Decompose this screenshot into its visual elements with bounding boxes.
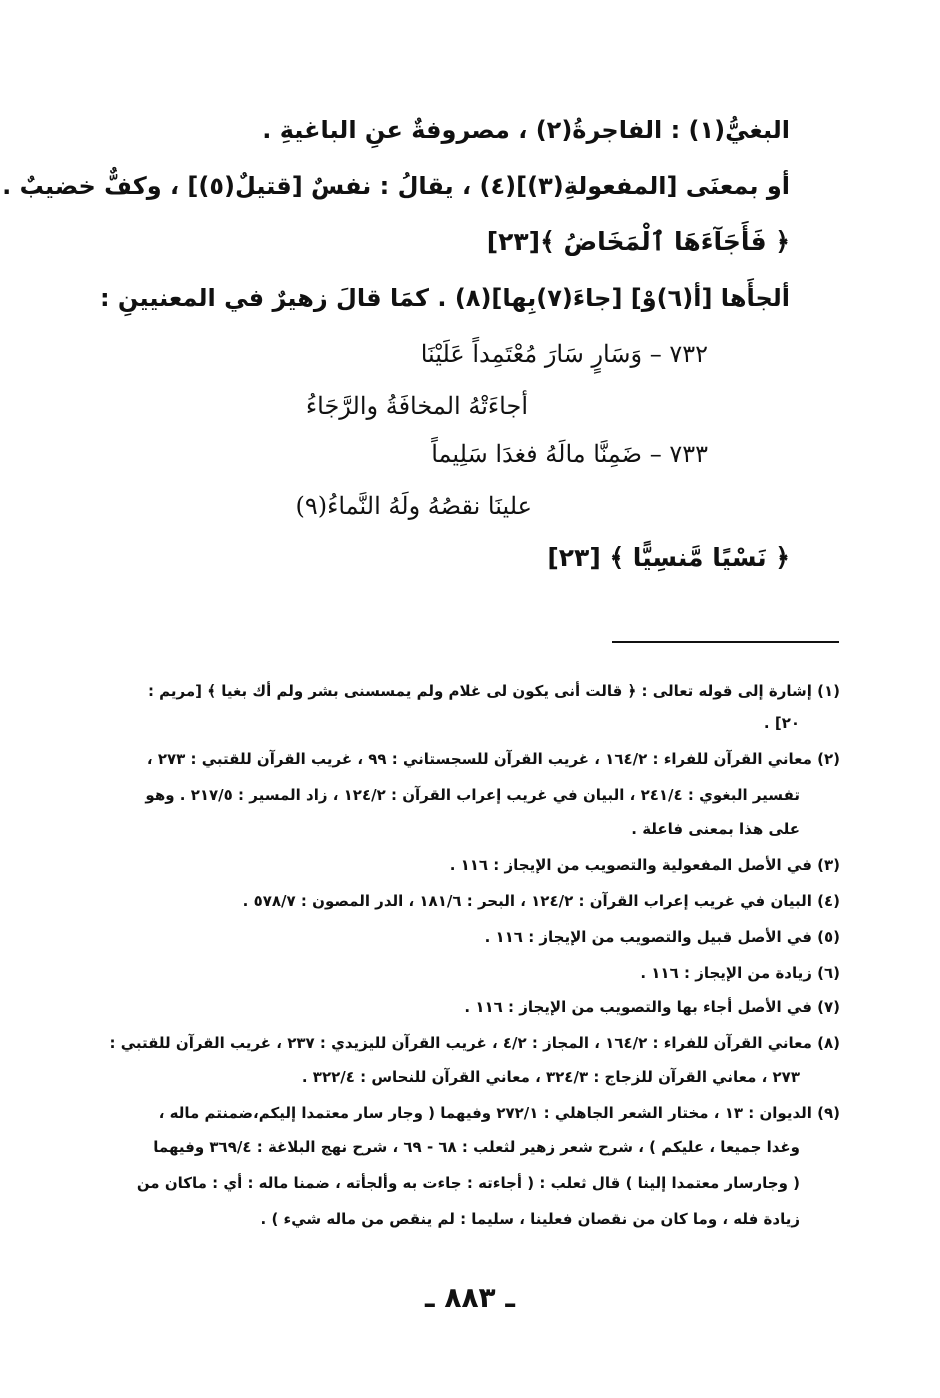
page-number: ـ ٨٨٣ ـ: [425, 1281, 515, 1314]
footnote-3: (٣) في الأصل المفعولية والتصويب من الإيجاز : ١١٦ .: [449, 856, 840, 874]
poem-line-3: ٧٣٣ – ضَمِنَّا مالَهُ فغدَا سَلِيماً: [431, 440, 708, 468]
footnote-5: (٥) في الأصل قبيل والتصويب من الإيجاز : ١١٦ .: [484, 928, 840, 946]
footnote-2-cont-2: على هذا بمعنى فاعلة .: [631, 820, 800, 838]
footnote-1: (١) إشارة إلى قوله تعالى : ﴿ قالت أنى يكون لى غلام ولم يمسسنى بشر ولم أك بغيا ﴾ [مريم :: [147, 682, 840, 700]
poem-line-2: أجاءَتْهُ المخافَةُ والرَّجَاءُ: [305, 392, 528, 420]
footnote-4: (٤) البيان في غريب إعراب القرآن : ١٢٤/٢ ، البحر : ١٨١/٦ ، الدر المصون : ٥٧٨/٧ .: [242, 892, 840, 910]
main-text-line-2: أو بمعنَى [المفعولةِ(٣)](٤) ، يقالُ : نفسٌ [قتيلٌ(٥)] ، وكفٌّ خضيبٌ .: [2, 172, 790, 200]
footnote-8-cont: ٢٧٣ ، معاني القرآن للزجاج : ٣٢٤/٣ ، معاني القرآن للنحاس : ٣٢٢/٤ .: [301, 1068, 800, 1086]
footnote-9: (٩) الديوان : ١٣ ، مختار الشعر الجاهلي : ٢٧٢/١ وفيهما ( وجار سار معتمدا إليكم،ضمنتم ماله ،: [158, 1104, 840, 1122]
footnote-9-cont-3: زيادة فله ، وما كان من نقصان فعلينا ، سليما : لم ينقص من ماله شيء ) .: [260, 1210, 800, 1228]
poem-line-1: ٧٣٢ – وَسَارٍ سَارَ مُعْتَمِداً عَلَيْنَا: [420, 340, 708, 368]
main-text-line-4: ألجأَها [أ(٦)وْ] [جاءَ(٧)بِها](٨) . كمَا قالَ زهيرٌ في المعنيينِ :: [99, 284, 790, 312]
footnote-6: (٦) زيادة من الإيجاز : ١١٦ .: [640, 964, 840, 982]
poem-line-4: علينَا نقصُهُ ولَهُ النَّماءُ(٩): [295, 492, 532, 520]
footnote-9-cont-2: ( وجارسار معتمدا إلينا ) قال ثعلب : ( أجاءته : جاءت به وألجأته ، ضمنا ماله : أي : ماكان من: [136, 1174, 800, 1192]
footnote-9-cont-1: وغدا جميعا ، عليكم ) ، شرح شعر زهير لثعلب : ٦٨ - ٦٩ ، شرح نهج البلاغة : ٣٦٩/٤ وفيهما: [153, 1138, 800, 1156]
footnote-2-cont-1: تفسير البغوي : ٢٤١/٤ ، البيان في غريب إعراب القرآن : ١٢٤/٢ ، زاد المسير : ٢١٧/٥ . وهو: [145, 786, 800, 804]
quran-verse-2: ﴿ نَسْيًا مَّنسِيًّا ﴾ [٢٣]: [547, 543, 790, 572]
footnote-2: (٢) معاني القرآن للفراء : ١٦٤/٢ ، غريب القرآن للسجستاني : ٩٩ ، غريب القرآن للقتبي : ٢٧٣ ،: [146, 750, 840, 768]
quran-verse-1: ﴿ فَأَجَآءَهَا ٱلْمَخَاضُ ﴾[٢٣]: [486, 227, 790, 256]
footnote-7: (٧) في الأصل أجاء بها والتصويب من الإيجاز : ١١٦ .: [464, 998, 840, 1016]
footnote-1-cont: ٢٠] .: [763, 714, 800, 732]
footnote-separator: [612, 641, 839, 643]
footnote-8: (٨) معاني القرآن للفراء : ١٦٤/٢ ، المجاز : ٤/٢ ، غريب القرآن لليزيدي : ٢٣٧ ، غريب القرآن للقتبي :: [109, 1034, 840, 1052]
main-text-line-1: البغيُّ(١) : الفاجرةُ(٢) ، مصروفةٌ عنِ الباغيةِ .: [262, 116, 790, 144]
